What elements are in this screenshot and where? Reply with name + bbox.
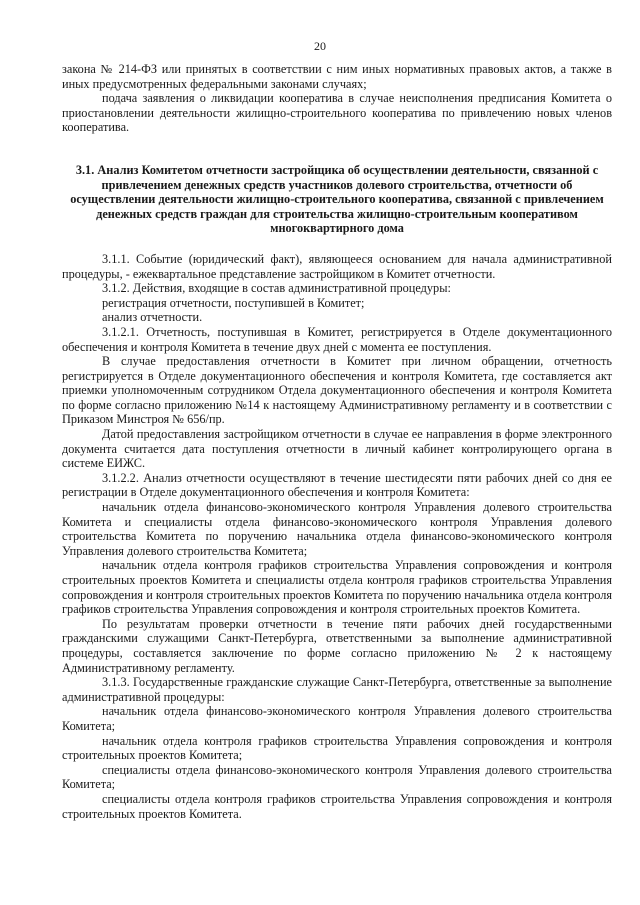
- document-body: [62, 62, 612, 821]
- list-item-finance-head-short: начальник отдела финансово-экономического контроля Управления долевого строительства Комитета;: [62, 704, 612, 733]
- paragraph-conclusion: По результатам проверки отчетности в течение пяти рабочих дней государственными гражданскими служащими Санкт-Петербурга, ответственными за выполнение административной процедуры, составляется заключение по форме согласно приложению № 2 к настоящему Административному регламенту.: [62, 616, 612, 675]
- list-item-registration: регистрация отчетности, поступившей в Комитет;: [102, 295, 365, 310]
- paragraph-liquidation: подача заявления о ликвидации кооператива в случае неисполнения предписания Комитета о приостановлении деятельности жилищно-строительного кооператива по привлечению новых членов кооператива.: [62, 91, 612, 135]
- paragraph-3-1-3: 3.1.3. Государственные гражданские служащие Санкт-Петербурга, ответственные за выполнение административной процедуры:: [62, 675, 612, 704]
- paragraph-3-1-2-1: 3.1.2.1. Отчетность, поступившая в Комитет, регистрируется в Отделе документационного обеспечения и контроля Комитета в течение двух дней с момента ее поступления.: [62, 324, 612, 354]
- paragraph-3-1-2: 3.1.2. Действия, входящие в состав административной процедуры:: [102, 281, 451, 296]
- list-item-finance-specialists: специалисты отдела финансово-экономического контроля Управления долевого строительства Комитета;: [62, 762, 612, 792]
- paragraph-electronic-date: Датой предоставления застройщиком отчетности в случае ее направления в форме электронного документа считается дата поступления отчетности в личный кабинет контролирующего органа в системе ЕИЖС.: [62, 427, 612, 471]
- paragraph-personal-submission: В случае предоставления отчетности в Комитет при личном обращении, отчетность регистрируется в Отделе документационного обеспечения и контроля Комитета, где составляется акт приемки уполномоченным сотрудником Отдела документационного обеспечения и контроля Комитета по форме согласно приложению №14 к настоящему Административному регламенту и в соответствии с Приказом Минстроя № 656/пр.: [62, 354, 612, 427]
- list-item-schedule-head: начальник отдела контроля графиков строительства Управления сопровождения и контроля строительных проектов Комитета и специалисты отдела контроля графиков строительства Управления сопровождения и контроля строительных проектов Комитета по поручению начальника отдела контроля графиков строительства Управления сопровождения и контроля строительных проектов Комитета.: [62, 558, 612, 617]
- list-item-schedule-specialists: специалисты отдела контроля графиков строительства Управления сопровождения и контроля строительных проектов Комитета.: [62, 791, 612, 821]
- section-heading: 3.1. Анализ Комитетом отчетности застройщика об осуществлении деятельности, связанной с привлечением денежных средств участников долевого строительства, отчетности об осуществлении деятельности жилищно-строительного кооператива, связанной с привлечением денежных средств граждан для строительства жилищно-строительным кооперативом многоквартирного дома: [70, 162, 604, 236]
- paragraph-continuation: закона № 214-ФЗ или принятых в соответствии с ним иных нормативных правовых актов, а также в иных предусмотренных федеральными законами случаях;: [62, 62, 612, 91]
- list-item-analysis: анализ отчетности.: [102, 310, 203, 325]
- list-item-schedule-head-short: начальник отдела контроля графиков строительства Управления сопровождения и контроля строительных проектов Комитета;: [62, 733, 612, 763]
- page-number: 20: [314, 39, 326, 53]
- paragraph-3-1-2-2: 3.1.2.2. Анализ отчетности осуществляют в течение шестидесяти пяти рабочих дней со дня ее регистрации в Отделе документационного обеспечения и контроля Комитета:: [62, 470, 612, 500]
- list-item-finance-head: начальник отдела финансово-экономического контроля Управления долевого строительства Комитета и специалисты отдела финансово-экономического контроля Управления долевого строительства Комитета по поручению начальника отдела финансово-экономического контроля Управления долевого строительства Комитета;: [62, 500, 612, 558]
- paragraph-3-1-1: 3.1.1. Событие (юридический факт), являющееся основанием для начала административной процедуры, - ежеквартальное представление застройщиком в Комитет отчетности.: [62, 251, 612, 281]
